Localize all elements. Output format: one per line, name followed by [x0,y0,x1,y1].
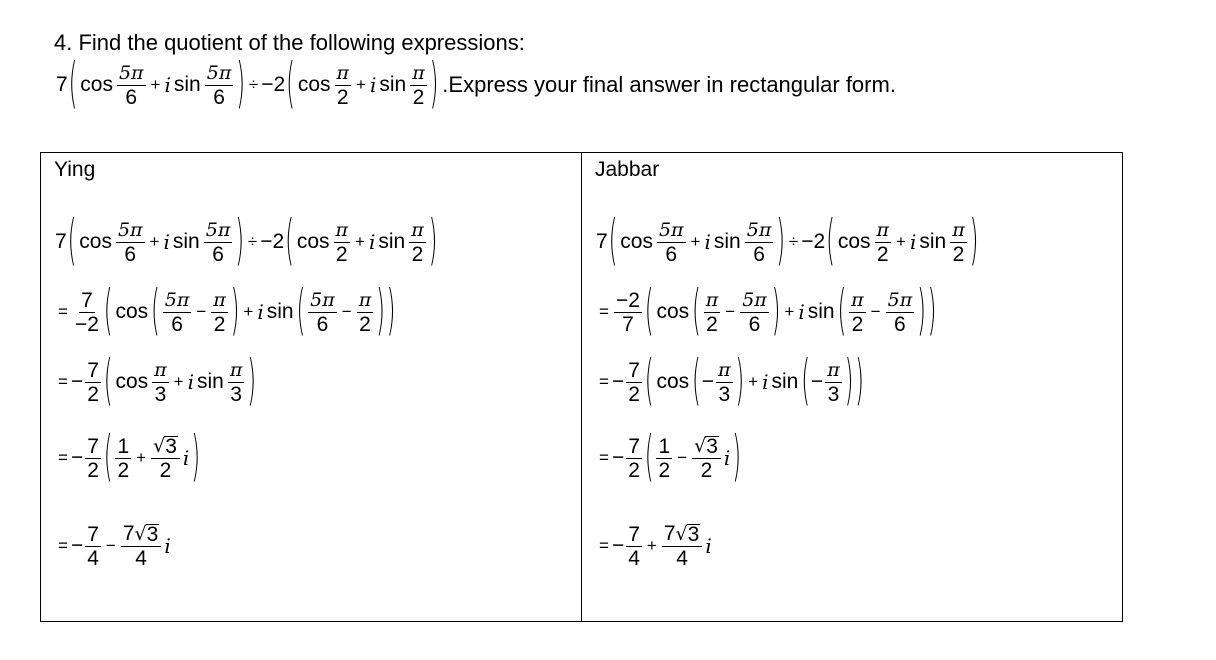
trig-fn: sin [713,230,741,253]
fraction [152,359,169,405]
operator: + [646,536,657,555]
cos-fn: cos [297,73,331,96]
instruction-text: .Express your final answer in rectangular form. [442,72,896,97]
fraction-numerator: 7 [628,522,640,546]
math-expression [55,351,257,413]
pi-symbol: 5π [117,219,143,241]
fraction-denominator: 6 [748,313,761,336]
pi-symbol: π [851,289,864,311]
paren: ( [826,211,835,273]
square-root [153,436,178,457]
fraction-denominator: 2 [706,313,718,336]
radical-icon: √ [134,523,147,545]
fraction-denominator: 3 [718,383,731,406]
paren: ( [644,281,654,343]
fraction [85,360,101,405]
trig-fn: cos [656,370,690,393]
math-expression [596,281,937,343]
operator: ÷ [247,232,258,251]
coefficient: −2 [261,73,286,96]
fraction [656,436,672,481]
operator: + [243,302,254,321]
fraction-numerator [745,219,774,243]
fraction-denominator: 3 [230,383,242,406]
fraction [334,219,351,265]
fraction-denominator: 4 [87,546,99,570]
fraction-numerator [849,289,866,313]
ying-step-3 [55,351,257,413]
expression [56,54,439,116]
plus: + [150,75,161,94]
trig-fn: sin [172,230,200,253]
radical-icon: √ [675,523,688,545]
fraction-numerator: 1 [658,434,671,458]
paren: ) [732,427,741,489]
pi-symbol: π [952,219,965,241]
fraction [163,289,192,335]
fraction-numerator [704,289,721,313]
fraction-numerator [335,62,352,86]
operator: − [105,536,116,555]
fraction-numerator [151,435,180,459]
fraction-numerator [875,219,892,243]
ying-column [41,153,582,621]
fraction [950,219,967,265]
operator: = [58,372,68,391]
fraction [692,435,721,481]
paren: ) [735,351,745,413]
pi-symbol: π [412,62,425,84]
ying-step-2 [55,281,396,343]
operator: + [784,302,795,321]
fraction-numerator [334,219,351,243]
imag-unit: i [257,300,264,324]
trig-fn: cos [296,230,330,253]
operator: = [599,372,609,391]
fraction-numerator: 7 [628,434,640,458]
trig-fn: cos [79,230,112,253]
fraction [875,219,892,265]
math-token: − [611,446,625,469]
fraction-numerator [163,289,192,313]
jabbar-step-5 [596,523,713,569]
radical-icon: √ [694,435,707,457]
fraction [626,360,642,405]
trig-fn: sin [197,370,224,393]
fraction-denominator: 6 [316,313,329,336]
jabbar-column [582,153,1122,621]
fraction-numerator [409,219,426,243]
fraction-denominator: 2 [117,458,130,482]
fraction [614,290,642,335]
fraction-denominator: 2 [876,243,889,266]
cos-fn: cos [80,73,113,96]
fraction [410,62,427,108]
math-token: −2 [260,230,285,253]
paren: ) [927,281,937,343]
fraction [409,219,426,265]
operator: = [58,536,68,555]
fraction-denominator: 6 [213,86,225,109]
question-title: 4. Find the quotient of the following expressions: [54,30,525,55]
fraction-denominator: 2 [411,243,424,266]
fraction-denominator: 2 [658,458,671,482]
paren: ) [844,351,854,413]
paren: ( [644,427,654,489]
fraction-numerator [886,289,915,313]
fraction [117,62,146,108]
fraction-denominator: 2 [87,458,99,482]
fraction [626,436,642,481]
operator: − [725,302,736,321]
fraction-denominator: 2 [700,459,713,482]
paren: ( [644,351,654,413]
fraction-numerator [205,62,234,86]
operator: + [355,232,365,251]
fraction-numerator [152,359,169,383]
fraction-numerator [116,219,145,243]
pi-symbol: π [411,219,424,241]
pi-symbol: π [154,359,167,381]
fraction [73,290,101,335]
math-token: 7 [55,230,67,253]
square-root [676,524,701,545]
fraction-numerator [308,289,337,313]
imag-unit: i [164,73,171,97]
fraction-numerator [825,359,842,383]
radicand: 3 [706,435,718,458]
paren: ) [776,211,785,273]
trig-fn: sin [919,230,947,253]
imag-unit: i [798,300,805,324]
pi-symbol: π [213,289,226,311]
sin-fn: sin [379,73,407,96]
jabbar-step-2 [596,281,937,343]
trig-fn: cos [115,300,149,323]
paren: ) [428,211,438,273]
paren: ( [692,351,701,413]
paren: ) [855,351,864,413]
fraction-numerator: −2 [615,288,640,312]
fraction [849,289,866,335]
fraction-numerator: 7 [628,358,640,382]
jabbar-step-4 [596,427,742,489]
math-token: −2 [801,230,826,253]
operator: = [58,448,68,467]
fraction-numerator: 7 [87,522,99,546]
imag-unit: i [704,230,711,254]
paren: ( [837,281,847,343]
operator: = [599,536,609,555]
paren: ) [230,281,240,343]
jabbar-step-1 [596,211,979,273]
question-expression [56,54,896,116]
fraction-denominator: 6 [124,243,137,266]
pi-symbol: π [336,62,349,84]
pi-symbol: 5π [205,219,231,241]
pi-symbol: 5π [310,289,335,311]
operator: + [690,232,701,251]
math-token: − [611,534,625,557]
ying-step-4 [55,427,201,489]
pi-symbol: π [358,289,372,311]
fraction [740,289,769,335]
trig-fn: cos [656,300,690,323]
ying-step-1 [55,211,438,273]
trig-fn: sin [771,370,799,393]
radicand: 3 [165,435,177,458]
imag-unit: i [368,230,376,254]
fraction-numerator: 7 [87,358,99,382]
paren: ) [771,281,781,343]
fraction [662,523,702,569]
pi-symbol: π [827,359,840,381]
pi-symbol: 5π [746,219,772,241]
operator: = [58,302,68,321]
paren: ( [296,281,306,343]
imag-unit: i [762,370,769,394]
pi-symbol: π [229,359,243,381]
operator: + [149,232,160,251]
math-expression [596,211,979,273]
fraction [228,359,245,405]
math-expression [596,523,713,569]
fraction [115,436,131,481]
imag-unit: i [723,446,731,470]
fraction [204,219,233,265]
pi-symbol: 5π [887,289,913,311]
fraction-denominator: 6 [753,243,765,266]
paren: ) [376,281,385,343]
fraction-denominator: 2 [412,86,425,109]
fraction-numerator [662,523,702,547]
operator: = [599,448,609,467]
math-token: 7 [663,522,676,545]
fraction [825,359,842,405]
math-token: − [70,534,84,557]
paren: ) [386,281,396,343]
imag-unit: i [182,446,190,470]
math-token: − [810,370,824,393]
pi-symbol: 5π [742,289,767,311]
math-token: − [70,446,84,469]
fraction-numerator [117,62,146,86]
math-token: − [70,370,84,393]
imag-unit: i [187,370,195,394]
fraction-denominator: 3 [827,383,840,406]
trig-fn: sin [378,230,406,253]
operator: + [136,448,147,467]
paren: ( [801,351,810,413]
jabbar-header: Jabbar [595,158,660,181]
fraction-numerator: 7 [81,288,93,312]
pi-symbol: 5π [164,289,190,311]
fraction-denominator: 2 [851,313,864,336]
fraction-denominator: 6 [665,243,678,266]
fraction-numerator [716,359,733,383]
fraction [205,62,234,108]
paren: ) [235,211,244,273]
trig-fn: cos [837,230,871,253]
operator: − [196,302,207,321]
jabbar-step-3 [596,351,865,413]
trig-fn: sin [266,300,294,323]
fraction-denominator: 2 [952,243,965,266]
ying-step-5 [55,523,172,569]
fraction-numerator [121,523,161,547]
fraction [121,523,161,569]
fraction [716,359,733,405]
fraction-denominator: 6 [125,86,138,109]
math-expression [596,427,742,489]
paren: ) [969,211,979,273]
paren: ) [429,54,439,116]
paren: ( [151,281,160,343]
fraction-denominator: 6 [171,313,183,336]
fraction-denominator: 2 [628,458,640,482]
square-root [135,524,160,545]
paren: ( [285,211,294,273]
paren: ( [286,54,295,116]
paren: ) [917,281,926,343]
paren: ( [67,211,77,273]
math-token: − [611,370,625,393]
trig-fn: cos [620,230,653,253]
fraction-denominator: −2 [74,312,99,336]
fraction [745,219,774,265]
fraction-numerator [211,289,228,313]
fraction-numerator [228,359,245,383]
pi-symbol: π [876,219,889,241]
pi-symbol: π [718,359,731,381]
math-token: 7 [596,230,608,253]
pi-symbol: 5π [118,62,144,84]
paren: ( [608,211,618,273]
fraction-denominator: 2 [159,459,172,482]
imag-unit: i [705,534,712,558]
operator: + [173,372,184,391]
paren: ) [236,54,245,116]
operator: − [341,302,352,321]
paren: ( [103,427,113,489]
fraction [626,524,642,569]
fraction-numerator [950,219,967,243]
pi-symbol: 5π [658,219,684,241]
fraction-denominator: 6 [894,313,906,336]
math-token: 7 [122,522,135,545]
fraction [886,289,915,335]
fraction [704,289,721,335]
paren: ) [191,427,200,489]
paren: ( [68,54,78,116]
trig-fn: sin [807,300,835,323]
coefficient: 7 [56,73,68,96]
operator: = [599,302,609,321]
pi-symbol: π [335,219,348,241]
imag-unit: i [369,73,377,97]
fraction [85,436,101,481]
fraction-numerator [740,289,769,313]
fraction-numerator [692,435,721,459]
solutions-table [40,152,1123,622]
fraction [151,435,180,481]
fraction [116,219,145,265]
plus: + [356,75,366,94]
fraction-denominator: 4 [676,547,688,570]
fraction-denominator: 2 [336,86,349,109]
operator: − [677,448,688,467]
radicand: 3 [687,523,700,546]
fraction [357,289,374,335]
paren: ( [103,351,113,413]
fraction-denominator: 4 [135,547,147,570]
fraction [308,289,337,335]
fraction-denominator: 7 [622,312,634,336]
radicand: 3 [146,523,159,546]
square-root [694,436,719,457]
operator: + [748,372,759,391]
fraction-denominator: 2 [87,382,99,406]
fraction-denominator: 2 [335,243,348,266]
imag-unit: i [163,230,170,254]
divide: ÷ [248,75,259,94]
operator: ÷ [788,232,799,251]
math-expression [596,351,865,413]
pi-symbol: 5π [206,62,232,84]
imag-unit: i [909,230,917,254]
imag-unit: i [164,534,171,558]
fraction-numerator: 7 [87,434,99,458]
fraction-denominator: 6 [212,243,224,266]
pi-symbol: π [705,289,719,311]
operator: − [870,302,881,321]
math-expression [55,523,172,569]
fraction [85,524,101,569]
operator: + [896,232,906,251]
ying-header: Ying [54,158,96,181]
paren: ) [247,351,256,413]
math-expression [55,281,396,343]
fraction [335,62,352,108]
fraction-denominator: 2 [359,313,371,336]
fraction-numerator [410,62,427,86]
math-expression [55,427,201,489]
trig-fn: cos [115,370,149,393]
fraction-denominator: 3 [154,383,167,406]
fraction-numerator: 1 [117,434,130,458]
math-token: − [701,370,715,393]
fraction-denominator: 4 [628,546,640,570]
math-expression [55,211,438,273]
radical-icon: √ [153,435,166,457]
fraction [211,289,228,335]
fraction-denominator: 2 [628,382,640,406]
paren: ( [103,281,113,343]
fraction-denominator: 2 [213,313,226,336]
sin-fn: sin [173,73,201,96]
fraction-numerator [657,219,686,243]
fraction-numerator [204,219,233,243]
paren: ( [692,281,701,343]
fraction [657,219,686,265]
fraction-numerator [357,289,374,313]
